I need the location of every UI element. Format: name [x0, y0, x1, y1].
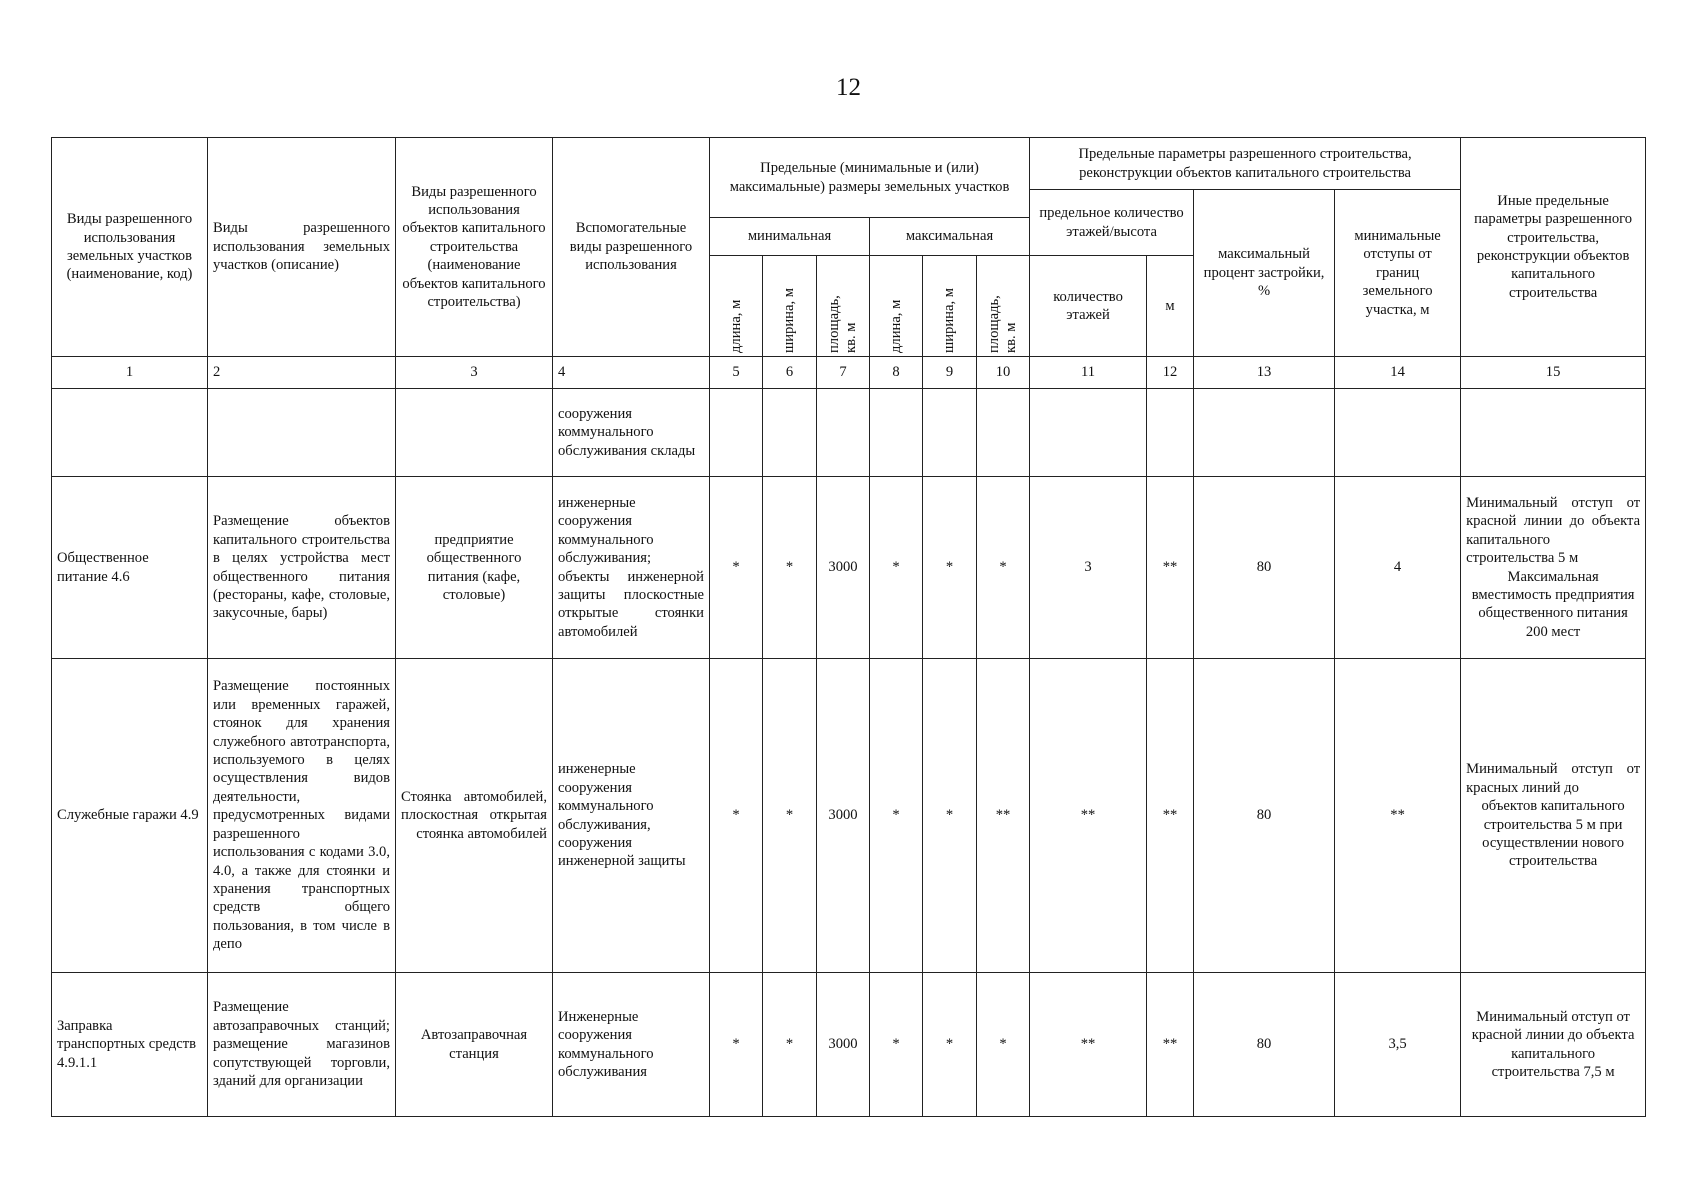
header-col-2: Виды разрешенного использования земельных участков (описание)	[208, 138, 396, 357]
header-floors: количество этажей	[1030, 256, 1147, 357]
table-cell: 3,5	[1335, 973, 1461, 1117]
table-cell	[710, 389, 763, 477]
column-number: 6	[763, 357, 817, 389]
table-cell-auxiliary-use: Инженерные сооружения коммунального обслуживания	[553, 973, 710, 1117]
header-col-3: Виды разрешенного использования объектов капитального строительства (наименование объектов капитального строительства)	[396, 138, 553, 357]
table-cell: 80	[1194, 659, 1335, 973]
table-cell	[1461, 389, 1646, 477]
table-cell: *	[977, 477, 1030, 659]
column-number: 11	[1030, 357, 1147, 389]
header-min-setback: минимальные отступы от границ земельного участка, м	[1335, 190, 1461, 357]
table-cell	[817, 389, 870, 477]
table-cell-other-params	[1461, 477, 1646, 659]
header-max-area: площадь, кв. м	[986, 295, 1020, 353]
column-number: 13	[1194, 357, 1335, 389]
header-min-length: длина, м	[727, 299, 744, 353]
header-min-width: ширина, м	[781, 288, 797, 353]
table-cell-other-params: Минимальный отступ от красной линии до объекта капитального строительства 7,5 м	[1461, 973, 1646, 1117]
table-cell	[1147, 389, 1194, 477]
header-min-area: площадь, кв. м	[826, 295, 859, 353]
table-cell: *	[710, 659, 763, 973]
table-cell-auxiliary-use: инженерные сооружения коммунального обслуживания; объекты инженерной защиты плоскостные открытые стоянки автомобилей	[553, 477, 710, 659]
header-max-percent: максимальный процент застройки, %	[1194, 190, 1335, 357]
zoning-parameters-table	[51, 137, 1646, 1117]
table-cell-auxiliary-use: инженерные сооружения коммунального обслуживания, сооружения инженерной защиты	[553, 659, 710, 973]
header-land-size-group: Предельные (минимальные и (или) максимальные) размеры земельных участков	[710, 138, 1030, 218]
header-build-params-group: Предельные параметры разрешенного строительства, реконструкции объектов капитального строительства	[1030, 138, 1461, 190]
table-cell: *	[923, 659, 977, 973]
table-cell: **	[1147, 659, 1194, 973]
table-cell: 3000	[817, 477, 870, 659]
other-params-capacity: Максимальная вместимость предприятия общественного питания 200 мест	[1471, 568, 1635, 640]
column-number: 15	[1461, 357, 1646, 389]
table-cell	[1194, 389, 1335, 477]
column-numbers-row	[52, 357, 1646, 389]
header-col-4: Вспомогательные виды разрешенного использования	[553, 138, 710, 357]
table-cell: **	[1335, 659, 1461, 973]
column-number: 12	[1147, 357, 1194, 389]
page-number: 12	[836, 74, 861, 101]
table-cell: **	[977, 659, 1030, 973]
table-cell-object-name: Стоянка автомобилей, плоскостная открытая стоянка автомобилей	[396, 659, 553, 973]
table-cell: *	[977, 973, 1030, 1117]
table-cell: 4	[1335, 477, 1461, 659]
header-max-length: длина, м	[887, 299, 904, 353]
table-cell: *	[923, 973, 977, 1117]
table-cell: сооружения коммунального обслуживания склады	[553, 389, 710, 477]
table-cell: 3000	[817, 659, 870, 973]
table-cell-use-description: Размещение постоянных или временных гаражей, стоянок для хранения служебного автотранспорта, используемого в целях осуществления видов деятельности, предусмотренных видами разрешенного использования с кодами 3.0, 4.0, а также для стоянки и хранения транспортных средств общего пользования, в том числе в депо	[208, 659, 396, 973]
column-number: 3	[396, 357, 553, 389]
table-cell: *	[870, 659, 923, 973]
table-cell: 80	[1194, 477, 1335, 659]
header-row-1	[52, 138, 1646, 190]
table-cell	[870, 389, 923, 477]
header-col-15: Иные предельные параметры разрешенного строительства, реконструкции объектов капитального строительства	[1461, 138, 1646, 357]
table-cell: 80	[1194, 973, 1335, 1117]
table-cell	[1335, 389, 1461, 477]
table-cell: **	[1030, 659, 1147, 973]
table-cell: *	[710, 477, 763, 659]
column-number: 9	[923, 357, 977, 389]
table-row	[52, 973, 1646, 1117]
table-cell: *	[870, 477, 923, 659]
column-number: 8	[870, 357, 923, 389]
table-cell: *	[763, 973, 817, 1117]
table-cell-use-name: Общественное питание 4.6	[52, 477, 208, 659]
table-cell: *	[710, 973, 763, 1117]
table-cell-other-params	[1461, 659, 1646, 973]
header-meters: м	[1147, 256, 1194, 357]
header-min: минимальная	[710, 218, 870, 256]
column-number: 2	[208, 357, 396, 389]
other-params-setback-cont: объектов капитального строительства 5 м при осуществлении нового строительства	[1481, 798, 1625, 870]
header-max-width: ширина, м	[941, 288, 957, 353]
header-floors-height: предельное количество этажей/высота	[1030, 190, 1194, 256]
column-number: 4	[553, 357, 710, 389]
table-row	[52, 389, 1646, 477]
table-cell: *	[763, 477, 817, 659]
table-cell	[52, 389, 208, 477]
table-cell	[977, 389, 1030, 477]
table-cell	[923, 389, 977, 477]
table-cell-use-description: Размещение объектов капитального строительства в целях устройства мест общественного питания (рестораны, кафе, столовые, закусочные, бары)	[208, 477, 396, 659]
table-cell: 3	[1030, 477, 1147, 659]
column-number: 7	[817, 357, 870, 389]
column-number: 1	[52, 357, 208, 389]
column-number: 10	[977, 357, 1030, 389]
table-cell	[396, 389, 553, 477]
header-max: максимальная	[870, 218, 1030, 256]
table-cell	[763, 389, 817, 477]
table-cell-use-name: Заправка транспортных средств 4.9.1.1	[52, 973, 208, 1117]
table-cell-use-name: Служебные гаражи 4.9	[52, 659, 208, 973]
table-cell: **	[1030, 973, 1147, 1117]
table-cell: *	[870, 973, 923, 1117]
table-row	[52, 477, 1646, 659]
table-cell: **	[1147, 973, 1194, 1117]
table-cell-object-name: предприятие общественного питания (кафе, столовые)	[396, 477, 553, 659]
header-col-1: Виды разрешенного использования земельных участков (наименование, код)	[52, 138, 208, 357]
table-cell: 3000	[817, 973, 870, 1117]
table-cell	[1030, 389, 1147, 477]
column-number: 14	[1335, 357, 1461, 389]
column-number: 5	[710, 357, 763, 389]
other-params-setback: Минимальный отступ от красных линий до	[1466, 761, 1641, 796]
table-cell-object-name: Автозаправочная станция	[396, 973, 553, 1117]
table-cell: *	[763, 659, 817, 973]
table-row	[52, 659, 1646, 973]
table-cell-use-description: Размещение автозаправочных станций; размещение магазинов сопутствующей торговли, зданий для организации	[208, 973, 396, 1117]
table-cell: *	[923, 477, 977, 659]
table-cell	[208, 389, 396, 477]
other-params-setback: Минимальный отступ от красной линии до объекта капитального строительства 5 м	[1466, 494, 1641, 567]
table-cell: **	[1147, 477, 1194, 659]
